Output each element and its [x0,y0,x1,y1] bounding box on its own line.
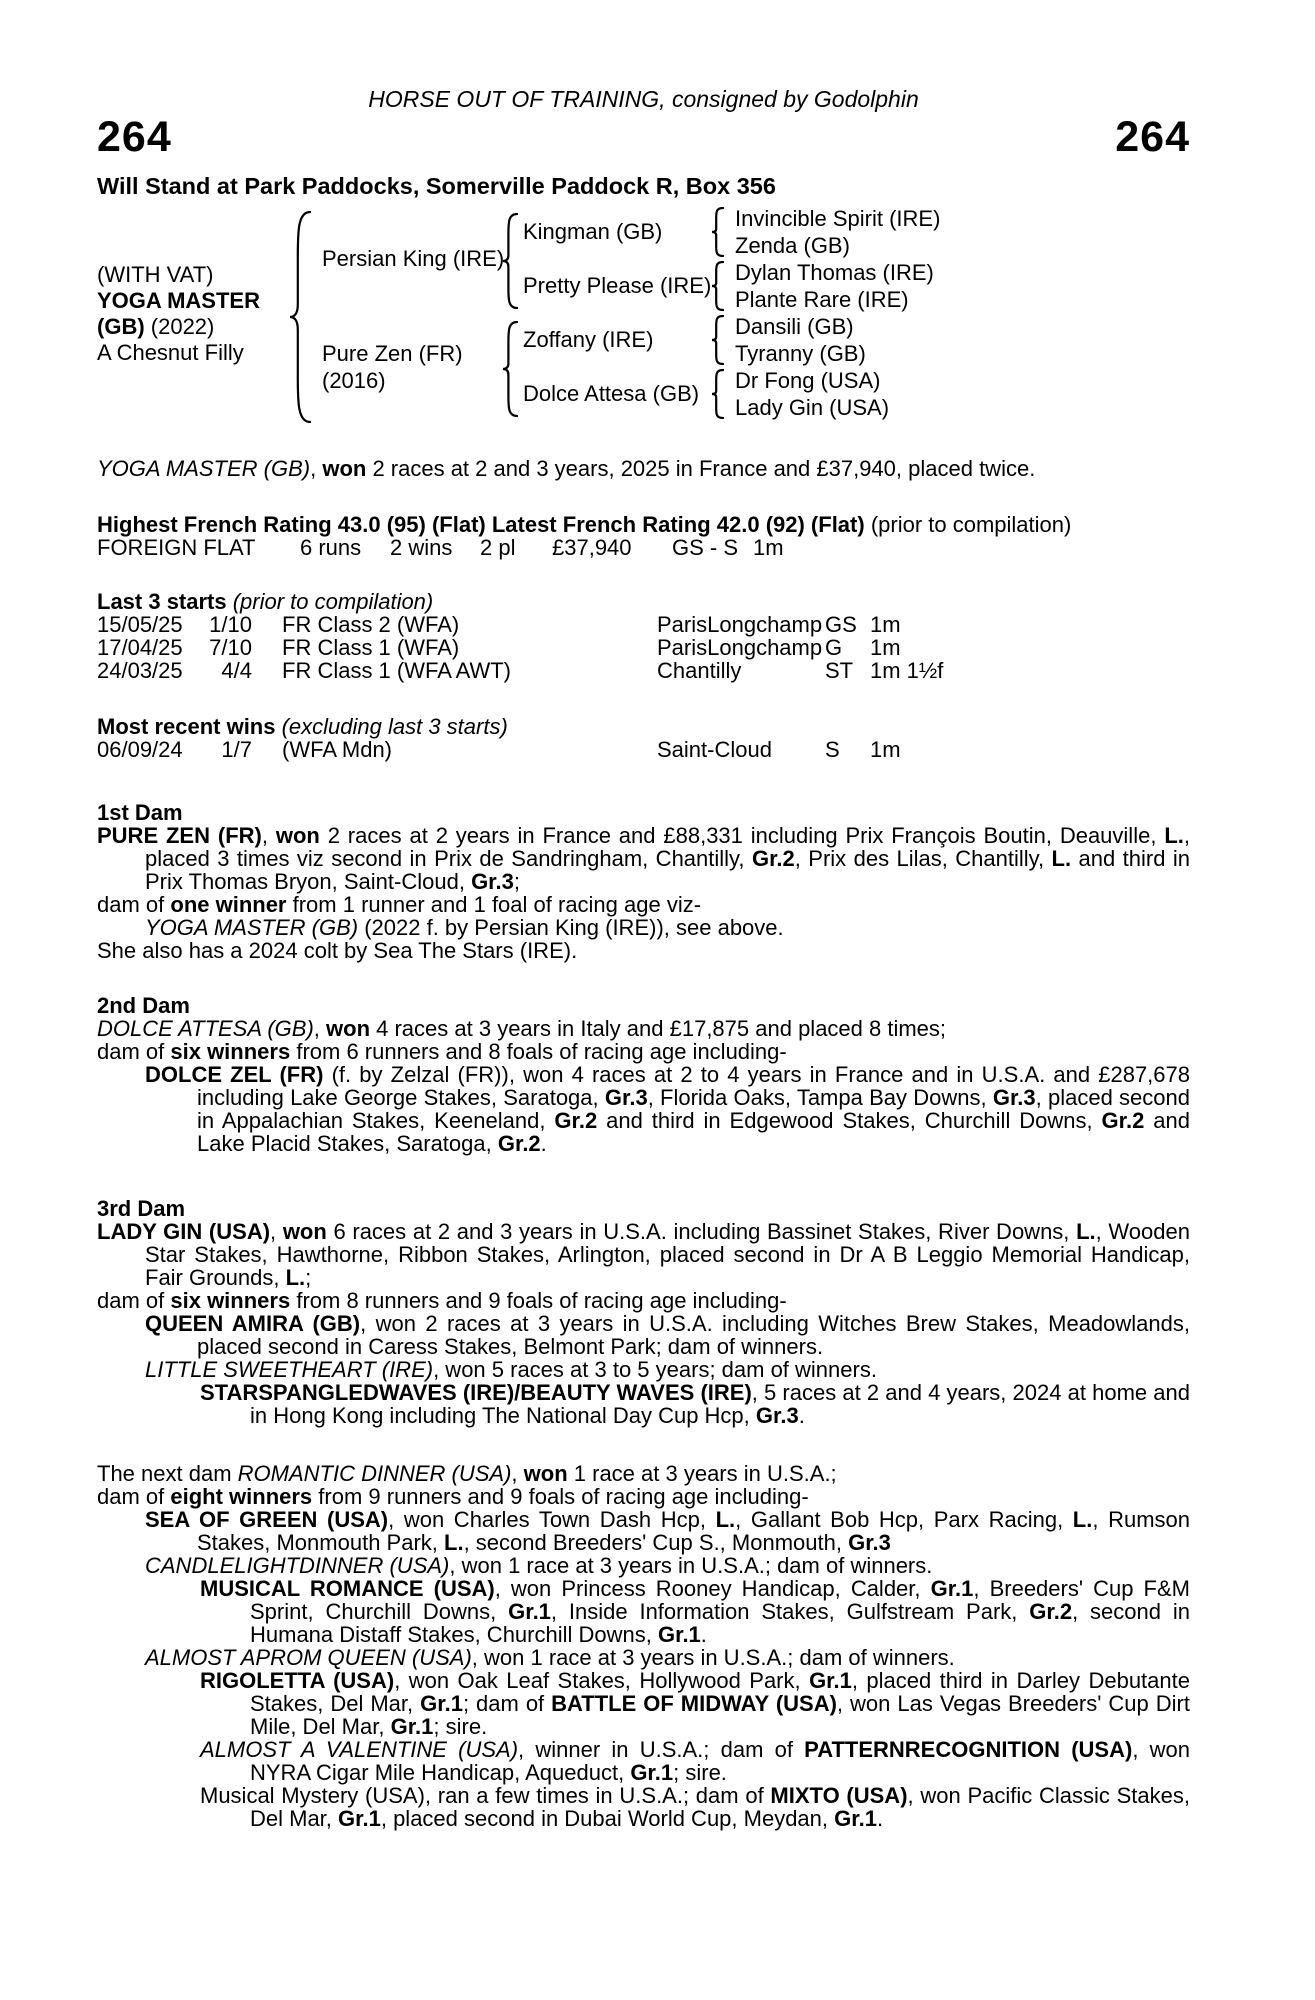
pedigree-section [97,1462,1190,1830]
pedigree-pair-brace [711,315,724,365]
pedigree-ancestor: Zenda (GB) [735,233,850,258]
going: GS [825,612,857,637]
pedigree-paragraph: LADY GIN (USA), won 6 races at 2 and 3 years in U.S.A. including Bassinet Stakes, River Downs, L., Wooden Star Stakes, Hawthorne, Ribbon Stakes, Arlington, placed second in Dr A B Leggio Memorial Handicap, Fair Grounds, L.; [97,1219,1190,1290]
dam-heading: 2nd Dam [97,993,190,1018]
race-class: (WFA Mdn) [282,737,393,762]
pedigree-sire: Persian King (IRE) [322,246,505,271]
pedigree-grandsire: Kingman (GB) [523,219,663,244]
pedigree-paragraph: Musical Mystery (USA), ran a few times in U.S.A.; dam of MIXTO (USA), won Pacific Classic Stakes, Del Mar, Gr.1, placed second in Dubai World Cup, Meydan, Gr.1. [200,1783,1190,1831]
distance: 1m [870,612,901,637]
start-row [97,659,1190,682]
pedigree-paragraph: SEA OF GREEN (USA), won Charles Town Dash Hcp, L., Gallant Bob Hcp, Parx Racing, L., Rumson Stakes, Monmouth Park, L., second Breeders' Cup S., Monmouth, Gr.3 [145,1507,1190,1555]
pedigree-paragraph: CANDLELIGHTDINNER (USA), won 1 race at 3 years in U.S.A.; dam of winners. [145,1553,933,1578]
pedigree-dam: Pure Zen (FR) (2016) [322,341,463,393]
going: G [825,635,843,660]
dam-sections [97,801,1190,1830]
race-class: FR Class 1 (WFA) [282,635,460,660]
pedigree-paragraph: dam of one winner from 1 runner and 1 foal of racing age viz- [97,892,702,917]
start-date: 15/05/25 [97,612,183,637]
pedigree-horse-block [97,262,260,366]
pedigree-section [97,1197,1190,1427]
race-class: FR Class 1 (WFA AWT) [282,658,511,683]
distance: 1m 1½f [870,658,944,683]
start-row [97,613,1190,636]
distance: 1m [870,737,901,762]
finish-position: 1/10 [209,612,252,637]
going-range: GS - S [672,535,739,560]
stand-location-line: Will Stand at Park Paddocks, Somerville Paddock R, Box 356 [97,173,776,199]
pedigree-paragraph: MUSICAL ROMANCE (USA), won Princess Rooney Handicap, Calder, Gr.1, Breeders' Cup F&M Sprint, Churchill Downs, Gr.1, Inside Information Stakes, Gulfstream Park, Gr.2, second in Humana Distaff Stakes, Churchill Downs, Gr.1. [200,1576,1190,1647]
course: ParisLongchamp [657,612,823,637]
earnings: £37,940 [552,535,632,560]
wins-count: 2 wins [390,535,453,560]
horse-suffix-year: (GB) (2022) [97,314,215,339]
pedigree-paragraph: RIGOLETTA (USA), won Oak Leaf Stakes, Hollywood Park, Gr.1, placed third in Darley Debutante Stakes, Del Mar, Gr.1; dam of BATTLE OF MIDWAY (USA), won Las Vegas Breeders' Cup Dirt Mile, Del Mar, Gr.1; sire. [200,1668,1190,1739]
pedigree-paragraph: ALMOST APROM QUEEN (USA), won 1 race at 3 years in U.S.A.; dam of winners. [145,1645,955,1670]
pedigree-section [97,994,1190,1155]
vat-note: (WITH VAT) [97,262,214,287]
finish-position: 1/7 [221,737,252,762]
pedigree-dam-brace [502,321,518,417]
pedigree-pair-brace [711,261,724,311]
win-row [97,738,1190,761]
pedigree-paragraph: ALMOST A VALENTINE (USA), winner in U.S.A.; dam of PATTERNRECOGNITION (USA), won NYRA Cigar Mile Handicap, Aqueduct, Gr.1; sire. [200,1737,1190,1785]
pedigree-ancestor: Dylan Thomas (IRE) [735,260,934,285]
pedigree-paragraph: QUEEN AMIRA (GB), won 2 races at 3 years in U.S.A. including Witches Brew Stakes, Meadowlands, placed second in Caress Stakes, Belmont Park; dam of winners. [145,1311,1190,1359]
pedigree-section [97,801,1190,962]
pedigree-ancestor: Dansili (GB) [735,314,854,339]
consignment-title: HORSE OUT OF TRAINING, consigned by Godolphin [368,86,919,112]
finish-position: 4/4 [221,658,252,683]
category-label: FOREIGN FLAT [97,535,256,560]
pedigree-paragraph: LITTLE SWEETHEART (IRE), won 5 races at 3 to 5 years; dam of winners. [145,1357,877,1382]
dam-heading: 1st Dam [97,800,183,825]
pedigree-paragraph: The next dam ROMANTIC DINNER (USA), won 1 race at 3 years in U.S.A.; [97,1461,837,1486]
horse-name: YOGA MASTER [97,288,260,313]
runs-count: 6 runs [300,535,362,560]
pedigree-table [97,205,1190,429]
pedigree-paragraph: dam of six winners from 6 runners and 8 foals of racing age including- [97,1039,787,1064]
pedigree-paragraph: dam of six winners from 8 runners and 9 foals of racing age including- [97,1288,787,1313]
foreign-flat-row [97,536,1190,559]
start-date: 17/04/25 [97,635,183,660]
finish-position: 7/10 [209,635,252,660]
pedigree-main-brace [289,211,311,423]
start-row [97,636,1190,659]
going: ST [825,658,854,683]
pedigree-sire-brace [502,213,518,309]
lot-number-left: 264 [97,113,172,161]
course: Saint-Cloud [657,737,772,762]
horse-description: A Chesnut Filly [97,340,244,365]
pedigree-paragraph: STARSPANGLEDWAVES (IRE)/BEAUTY WAVES (IRE), 5 races at 2 and 4 years, 2024 at home and in Hong Kong including The National Day Cup Hcp, Gr.3. [200,1380,1191,1428]
pedigree-ancestor: Lady Gin (USA) [735,395,890,420]
lot-number-right: 264 [1115,113,1190,161]
course: ParisLongchamp [657,635,823,660]
race-record-summary: YOGA MASTER (GB), won 2 races at 2 and 3 years, 2025 in France and £37,940, placed twice. [97,456,1036,481]
pedigree-paragraph: dam of eight winners from 9 runners and 9 foals of racing age including- [97,1484,809,1509]
pedigree-pair-brace [711,369,724,419]
pedigree-paragraph: DOLCE ATTESA (GB), won 4 races at 3 years in Italy and £17,875 and placed 8 times; [97,1016,947,1041]
most-recent-wins-heading: Most recent wins (excluding last 3 starts) [97,714,508,739]
win-date: 06/09/24 [97,737,183,762]
pedigree-paragraph: YOGA MASTER (GB) (2022 f. by Persian King (IRE)), see above. [145,915,784,940]
pedigree-ancestor: Invincible Spirit (IRE) [735,206,941,231]
pedigree-grandsire: Zoffany (IRE) [523,327,654,352]
pedigree-granddam: Dolce Attesa (GB) [523,381,700,406]
rating-line: Highest French Rating 43.0 (95) (Flat) Latest French Rating 42.0 (92) (Flat) (prior to compilation) [97,512,1072,537]
page-content [97,87,1190,1830]
race-class: FR Class 2 (WFA) [282,612,460,637]
pedigree-ancestor: Tyranny (GB) [735,341,866,366]
last-three-starts-heading: Last 3 starts (prior to compilation) [97,589,434,614]
pedigree-ancestor: Dr Fong (USA) [735,368,881,393]
pedigree-paragraph: DOLCE ZEL (FR) (f. by Zelzal (FR)), won 4 races at 2 to 4 years in France and in U.S.A. and £287,678 including Lake George Stakes, Saratoga, Gr.3, Florida Oaks, Tampa Bay Downs, Gr.3, placed second in Appalachian Stakes, Keeneland, Gr.2 and third in Edgewood Stakes, Churchill Downs, Gr.2 and Lake Placid Stakes, Saratoga, Gr.2. [145,1062,1190,1156]
pedigree-granddam: Pretty Please (IRE) [523,273,712,298]
start-date: 24/03/25 [97,658,183,683]
distance: 1m [870,635,901,660]
distance: 1m [753,535,784,560]
pedigree-paragraph: PURE ZEN (FR), won 2 races at 2 years in France and £88,331 including Prix François Boutin, Deauville, L., placed 3 times viz second in Prix de Sandringham, Chantilly, Gr.2, Prix des Lilas, Chantilly, L. and third in Prix Thomas Bryon, Saint-Cloud, Gr.3; [97,823,1190,894]
dam-heading: 3rd Dam [97,1196,186,1221]
lot-number-row [97,115,1190,161]
going: S [825,737,840,762]
pedigree-ancestor: Plante Rare (IRE) [735,287,909,312]
pedigree-paragraph: She also has a 2024 colt by Sea The Stars (IRE). [97,938,578,963]
course: Chantilly [657,658,742,683]
places-count: 2 pl [480,535,516,560]
pedigree-pair-brace [711,207,724,257]
